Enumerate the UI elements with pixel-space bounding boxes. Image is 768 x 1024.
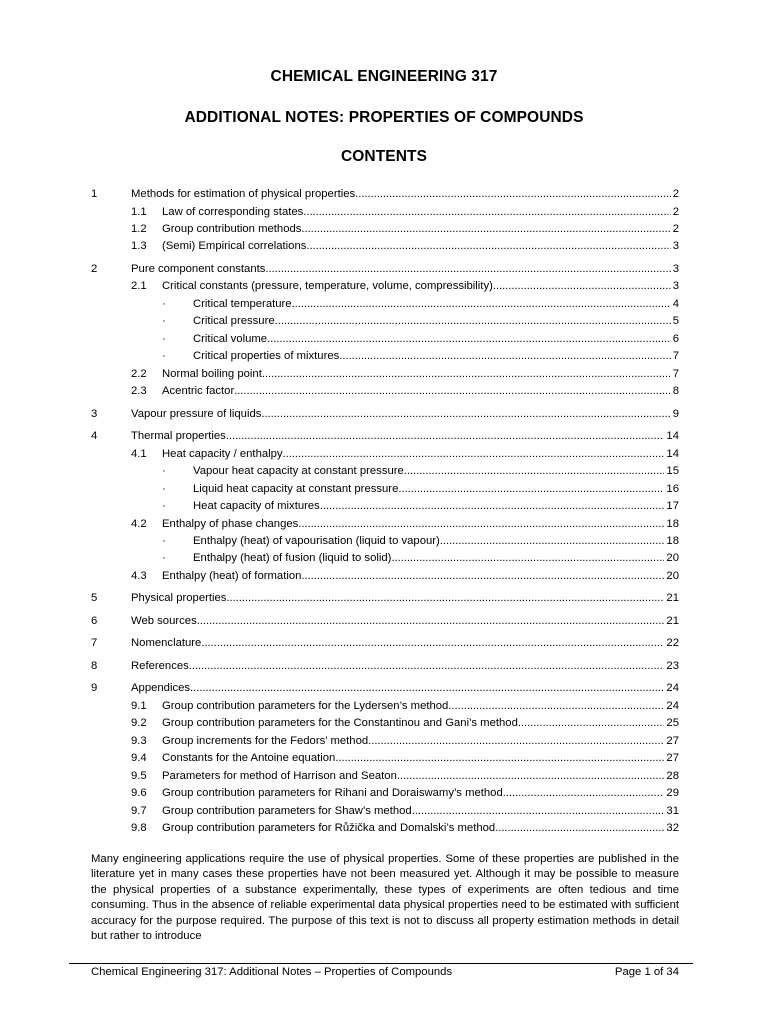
toc-entry-line xyxy=(162,446,679,462)
toc-entry-title: References xyxy=(131,659,189,672)
toc-entry-line xyxy=(193,331,679,347)
toc-entry[interactable] xyxy=(0,221,768,237)
toc-entry-line xyxy=(131,590,679,606)
toc-entry-page: 2 xyxy=(672,188,679,200)
toc-entry-line xyxy=(162,820,679,836)
toc-entry-title: Group contribution methods xyxy=(162,222,302,235)
toc-entry[interactable] xyxy=(0,516,768,532)
toc-entry-line xyxy=(162,733,679,749)
toc-entry-title: Normal boiling point xyxy=(162,367,262,380)
toc-entry-line xyxy=(162,366,679,382)
toc-entry-page: 7 xyxy=(672,350,679,363)
toc-dot-leader xyxy=(320,498,665,514)
toc-entry[interactable] xyxy=(0,658,768,674)
toc-entry[interactable] xyxy=(0,568,768,584)
toc-entry-line xyxy=(131,406,679,422)
toc-entry[interactable] xyxy=(0,820,768,836)
toc-entry-page: 27 xyxy=(666,752,679,765)
toc-entry-page: 17 xyxy=(666,500,679,512)
toc-entry-title: Enthalpy (heat) of vapourisation (liquid to vapour) xyxy=(193,534,440,547)
toc-entry-page: 15 xyxy=(666,465,679,478)
toc-dot-leader xyxy=(448,698,664,714)
toc-entry-title: Appendices xyxy=(131,682,191,695)
toc-entry-title: Enthalpy (heat) of fusion (liquid to solid) xyxy=(193,552,392,565)
toc-entry-title: Group contribution parameters for Shaw’s method xyxy=(162,804,412,817)
toc-entry-number: 1.2 xyxy=(131,222,147,235)
intro-paragraph: Many engineering applications require the use of physical properties. Some of these properties are published in the literature yet in many cases these properties have not been measured yet. Although it may be possible to measure the physical properties of a substance experimentally, these types of experiments are often tedious and time consuming. Thus in the absence of reliable experimental data physical properties need to be estimated with sufficient accuracy for the purpose required. The purpose of this text is not to discuss all property estimation methods in detail but rather to introduce xyxy=(91,853,679,943)
toc-entry-line xyxy=(162,278,679,294)
toc-dot-leader xyxy=(298,516,664,532)
footer-document-title: Chemical Engineering 317: Additional Notes – Properties of Compounds xyxy=(91,966,453,978)
toc-entry[interactable] xyxy=(0,498,768,514)
toc-entry-page: 25 xyxy=(666,717,679,730)
toc-entry-line xyxy=(193,481,679,497)
toc-entry-line xyxy=(162,238,679,254)
toc-dot-leader xyxy=(292,296,671,312)
toc-entry-page: 20 xyxy=(666,569,679,582)
toc-entry-page: 32 xyxy=(666,822,679,834)
toc-entry-page: 28 xyxy=(666,769,679,782)
toc-entry-line xyxy=(162,568,679,584)
toc-entry-page: 3 xyxy=(672,240,679,253)
toc-entry-page: 27 xyxy=(666,734,679,747)
toc-entry-number: · xyxy=(162,465,166,478)
toc-entry-number: · xyxy=(162,297,166,310)
toc-dot-leader xyxy=(398,481,664,497)
toc-entry-number: 1.1 xyxy=(131,205,147,218)
toc-entry-title: Group contribution parameters for Růžička and Domalski’s method xyxy=(162,822,496,834)
toc-entry-number: 9.8 xyxy=(131,822,147,834)
toc-entry-title: Thermal properties xyxy=(131,430,226,443)
toc-entry-number: 4.1 xyxy=(131,447,147,460)
toc-entry-title: Critical constants (pressure, temperature, volume, compressibility) xyxy=(162,280,493,293)
toc-entry[interactable] xyxy=(0,680,768,696)
toc-entry-title: Group contribution parameters for Rihani and Doraiswamy’s method xyxy=(162,787,503,799)
toc-entry-line xyxy=(162,803,679,819)
toc-entry-number: 8 xyxy=(91,659,98,672)
toc-entry-number: 2.3 xyxy=(131,385,147,398)
toc-entry-title: Nomenclature xyxy=(131,637,202,650)
toc-entry-number: · xyxy=(162,350,166,363)
toc-entry-number: · xyxy=(162,552,166,565)
toc-dot-leader xyxy=(306,238,670,254)
toc-dot-leader xyxy=(339,348,670,364)
toc-entry-line xyxy=(162,516,679,532)
toc-entry-page: 29 xyxy=(666,787,679,799)
toc-entry-title: Enthalpy (heat) of formation xyxy=(162,569,302,582)
toc-entry-number: 1.3 xyxy=(131,240,147,253)
toc-entry-number: · xyxy=(162,500,166,512)
toc-entry-number: 4.3 xyxy=(131,569,147,582)
toc-entry[interactable] xyxy=(0,733,768,749)
toc-dot-leader xyxy=(234,383,671,399)
toc-entry-page: 7 xyxy=(672,367,679,380)
toc-entry-title: Critical properties of mixtures xyxy=(193,350,340,363)
toc-entry-line xyxy=(193,533,679,549)
toc-dot-leader xyxy=(265,261,670,277)
toc-dot-leader xyxy=(301,221,670,237)
toc-entry-number: 5 xyxy=(91,592,98,605)
toc-dot-leader xyxy=(335,750,664,766)
toc-entry-title: Enthalpy of phase changes xyxy=(162,517,299,530)
toc-entry-title: Pure component constants xyxy=(131,262,266,275)
toc-entry-title: Parameters for method of Harrison and Seaton xyxy=(162,769,397,782)
toc-entry-page: 3 xyxy=(672,280,679,293)
toc-entry[interactable] xyxy=(0,803,768,819)
document-title-heading: ADDITIONAL NOTES: PROPERTIES OF COMPOUNDS xyxy=(184,109,584,126)
toc-entry-number: 4 xyxy=(91,430,98,443)
toc-entry-page: 5 xyxy=(672,315,679,328)
toc-entry[interactable] xyxy=(0,613,768,629)
toc-entry-line xyxy=(131,186,679,202)
toc-entry[interactable] xyxy=(0,278,768,294)
toc-entry-title: Group contribution parameters for the Lydersen’s method xyxy=(162,699,449,712)
toc-entry-page: 4 xyxy=(672,297,679,310)
toc-entry-line xyxy=(162,221,679,237)
toc-entry[interactable] xyxy=(0,698,768,714)
toc-entry-number: 9.6 xyxy=(131,787,147,799)
toc-entry[interactable] xyxy=(0,261,768,277)
toc-dot-leader xyxy=(226,590,664,606)
toc-entry[interactable] xyxy=(0,768,768,784)
toc-entry-line xyxy=(131,680,679,696)
toc-entry[interactable] xyxy=(0,590,768,606)
toc-entry-line xyxy=(193,550,679,566)
toc-entry[interactable] xyxy=(0,463,768,479)
toc-entry-number: 2 xyxy=(91,262,98,275)
toc-entry-number: 9.4 xyxy=(131,752,147,765)
toc-entry-page: 16 xyxy=(666,482,679,495)
toc-entry-line xyxy=(193,296,679,312)
toc-entry[interactable] xyxy=(0,481,768,497)
toc-entry-line xyxy=(193,498,679,514)
toc-entry-page: 8 xyxy=(672,385,679,398)
toc-entry[interactable] xyxy=(0,446,768,462)
toc-entry[interactable] xyxy=(0,296,768,312)
toc-dot-leader xyxy=(397,768,665,784)
toc-entry[interactable] xyxy=(0,715,768,731)
toc-entry-title: Heat capacity / enthalpy xyxy=(162,447,283,460)
toc-entry-number: 9.3 xyxy=(131,734,147,747)
toc-entry-title: Liquid heat capacity at constant pressure xyxy=(193,482,399,495)
footer-divider xyxy=(69,963,693,964)
toc-entry-title: Critical temperature xyxy=(193,297,292,310)
toc-dot-leader xyxy=(412,803,665,819)
toc-entry-number: · xyxy=(162,482,166,495)
toc-entry[interactable] xyxy=(0,313,768,329)
toc-entry[interactable] xyxy=(0,204,768,220)
toc-entry-title: Vapour heat capacity at constant pressure xyxy=(193,465,404,478)
toc-entry-page: 3 xyxy=(672,262,679,275)
toc-entry-title: Group contribution parameters for the Constantinou and Gani’s method xyxy=(162,717,518,730)
toc-entry-number: 4.2 xyxy=(131,517,147,530)
toc-dot-leader xyxy=(283,446,665,462)
toc-dot-leader xyxy=(404,463,665,479)
toc-entry-line xyxy=(193,463,679,479)
toc-dot-leader xyxy=(197,613,665,629)
toc-entry-title: (Semi) Empirical correlations xyxy=(162,240,307,253)
toc-entry-line xyxy=(131,261,679,277)
toc-entry-number: · xyxy=(162,315,166,328)
toc-dot-leader xyxy=(262,366,671,382)
toc-entry[interactable] xyxy=(0,785,768,801)
toc-entry-line xyxy=(162,715,679,731)
toc-entry-line xyxy=(193,348,679,364)
toc-entry-line xyxy=(162,785,679,801)
toc-entry-page: 18 xyxy=(666,517,679,530)
toc-dot-leader xyxy=(261,406,670,422)
toc-entry-page: 22 xyxy=(666,637,679,650)
toc-entry-page: 9 xyxy=(672,407,679,420)
toc-entry-title: Critical volume xyxy=(193,332,268,345)
toc-entry-number: 6 xyxy=(91,614,98,627)
toc-entry-title: Constants for the Antoine equation xyxy=(162,752,336,765)
toc-entry[interactable] xyxy=(0,331,768,347)
toc-entry-title: Law of corresponding states xyxy=(162,205,304,218)
toc-dot-leader xyxy=(493,278,671,294)
toc-entry-page: 23 xyxy=(666,659,679,672)
toc-entry-page: 18 xyxy=(666,534,679,547)
toc-entry[interactable] xyxy=(0,428,768,444)
toc-entry[interactable] xyxy=(0,348,768,364)
toc-entry-title: Group increments for the Fedors’ method xyxy=(162,734,369,747)
toc-entry-page: 24 xyxy=(666,682,679,695)
toc-entry-title: Vapour pressure of liquids xyxy=(131,407,262,420)
toc-entry-title: Web sources xyxy=(131,614,197,627)
toc-entry[interactable] xyxy=(0,186,768,202)
toc-dot-leader xyxy=(440,533,665,549)
toc-entry-number: 2.2 xyxy=(131,367,147,380)
toc-entry[interactable] xyxy=(0,750,768,766)
toc-entry-line xyxy=(131,613,679,629)
toc-entry-title: Critical pressure xyxy=(193,315,275,328)
toc-entry[interactable] xyxy=(0,238,768,254)
toc-entry-page: 21 xyxy=(666,614,679,627)
toc-entry-page: 31 xyxy=(666,804,679,817)
toc-entry-line xyxy=(193,313,679,329)
toc-entry-number: 2.1 xyxy=(131,280,147,293)
toc-entry-page: 24 xyxy=(666,699,679,712)
toc-dot-leader xyxy=(190,680,664,696)
toc-entry-page: 6 xyxy=(672,332,679,345)
footer-page-number: Page 1 of 34 xyxy=(614,966,679,978)
toc-entry-page: 14 xyxy=(666,430,679,443)
toc-entry-number: · xyxy=(162,534,166,547)
toc-entry[interactable] xyxy=(0,533,768,549)
toc-entry-number: 9 xyxy=(91,682,98,695)
toc-dot-leader xyxy=(518,715,665,731)
toc-dot-leader xyxy=(303,204,670,220)
toc-dot-leader xyxy=(189,658,665,674)
toc-entry-title: Heat capacity of mixtures xyxy=(193,500,320,512)
toc-entry-page: 2 xyxy=(672,205,679,218)
toc-dot-leader xyxy=(391,550,664,566)
toc-entry-line xyxy=(162,383,679,399)
toc-dot-leader xyxy=(275,313,671,329)
toc-dot-leader xyxy=(495,820,664,836)
toc-entry-number: 9.2 xyxy=(131,717,147,730)
toc-entry-page: 20 xyxy=(666,552,679,565)
toc-entry[interactable] xyxy=(0,366,768,382)
toc-entry-title: Acentric factor xyxy=(162,385,235,398)
toc-entry-number: 7 xyxy=(91,637,98,650)
toc-entry-page: 21 xyxy=(666,592,679,605)
toc-entry[interactable] xyxy=(0,635,768,651)
toc-entry[interactable] xyxy=(0,550,768,566)
toc-entry-page: 14 xyxy=(666,447,679,460)
toc-entry-number: 3 xyxy=(91,407,98,420)
toc-entry-line xyxy=(162,768,679,784)
document-course-heading: CHEMICAL ENGINEERING 317 xyxy=(270,68,498,85)
toc-dot-leader xyxy=(301,568,664,584)
toc-entry-line xyxy=(131,658,679,674)
toc-entry[interactable] xyxy=(0,406,768,422)
toc-dot-leader xyxy=(503,785,665,801)
toc-entry-number: 9.5 xyxy=(131,769,147,782)
toc-dot-leader xyxy=(226,428,665,444)
toc-entry-title: Methods for estimation of physical properties xyxy=(131,188,356,200)
toc-dot-leader xyxy=(201,635,664,651)
toc-entry[interactable] xyxy=(0,383,768,399)
toc-entry-line xyxy=(131,635,679,651)
toc-entry-line xyxy=(131,428,679,444)
toc-entry-page: 2 xyxy=(672,222,679,235)
toc-entry-title: Physical properties xyxy=(131,592,227,605)
toc-dot-leader xyxy=(267,331,671,347)
toc-entry-number: · xyxy=(162,332,166,345)
contents-heading: CONTENTS xyxy=(340,148,428,165)
toc-entry-number: 1 xyxy=(91,188,98,200)
toc-dot-leader xyxy=(368,733,664,749)
toc-entry-number: 9.7 xyxy=(131,804,147,817)
toc-entry-line xyxy=(162,750,679,766)
toc-entry-line xyxy=(162,698,679,714)
toc-dot-leader xyxy=(355,186,671,202)
toc-entry-line xyxy=(162,204,679,220)
toc-entry-number: 9.1 xyxy=(131,699,147,712)
